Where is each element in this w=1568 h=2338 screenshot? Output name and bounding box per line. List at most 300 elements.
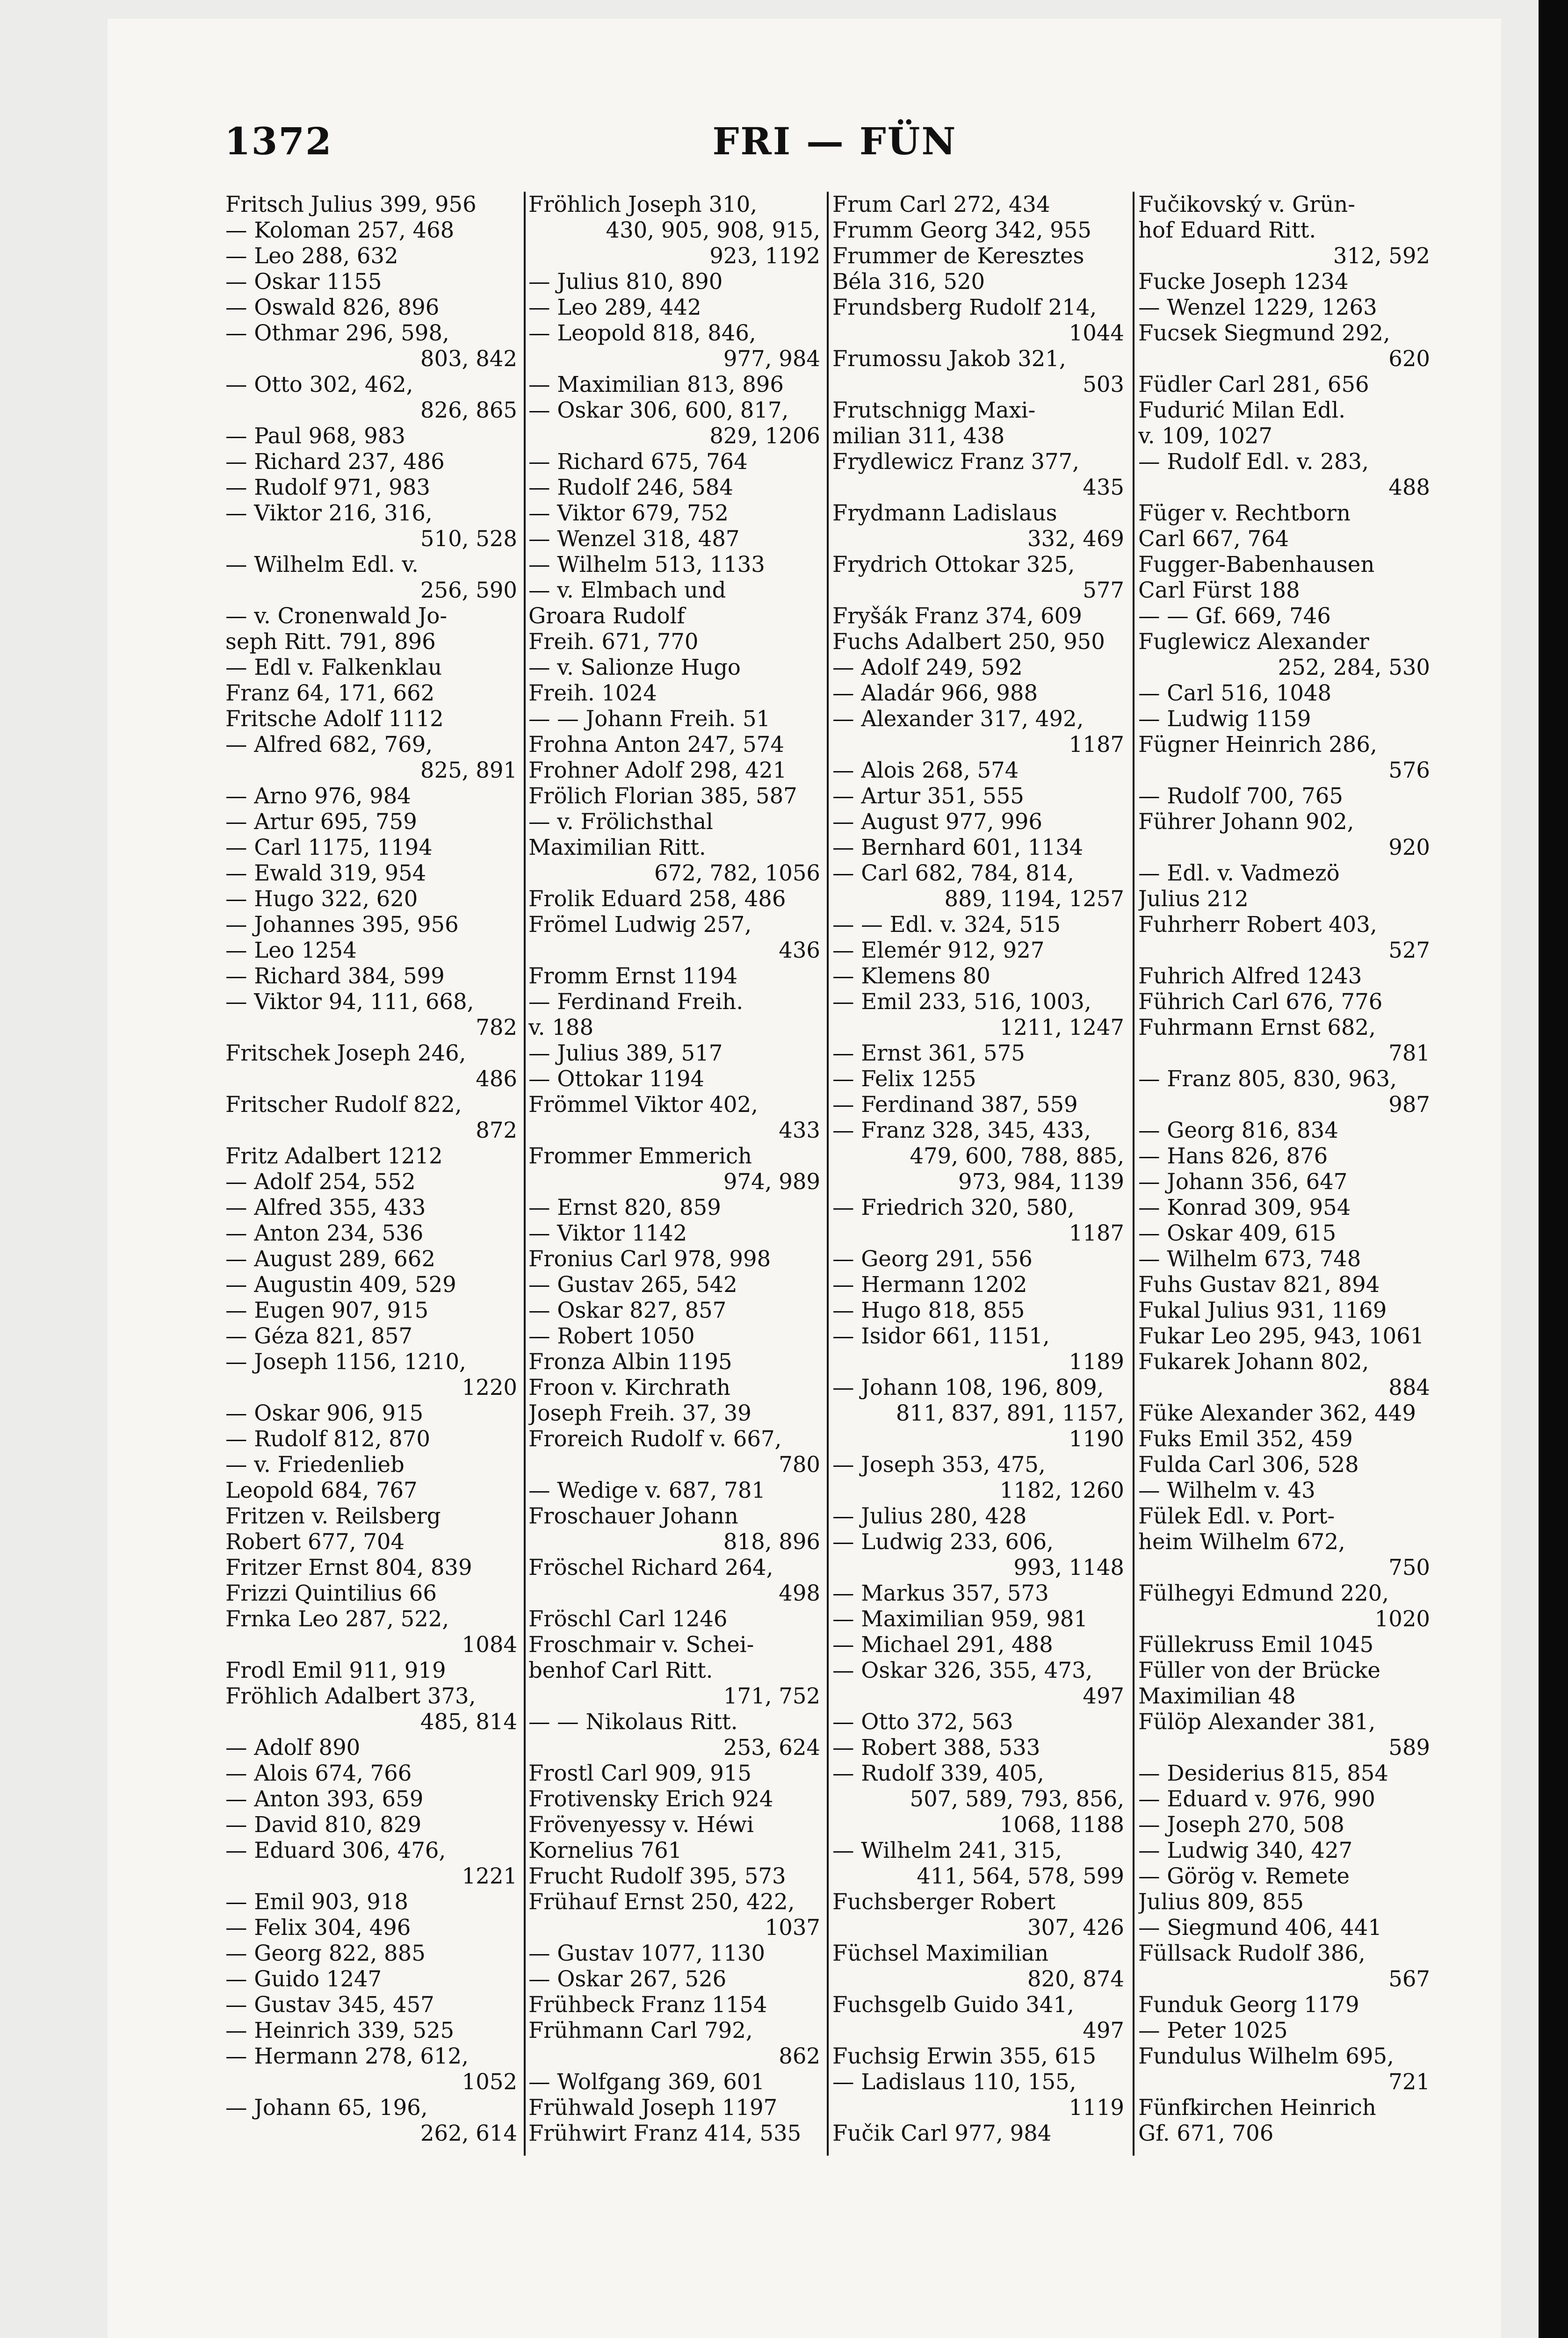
index-entry-line: — Viktor 216, 316, [225, 500, 433, 526]
column-divider [827, 192, 829, 2156]
index-entry-line: Frundsberg Rudolf 214, [832, 295, 1097, 320]
index-entry-line: — Wedige v. 687, 781 [528, 1478, 766, 1503]
index-entry-line: Fritsch Julius 399, 956 [225, 192, 477, 217]
index-entry-line: Frömel Ludwig 257, [528, 912, 752, 937]
index-entry-line: — Ferdinand Freih. [528, 989, 744, 1014]
index-entry-line: Froschmair v. Schei- [528, 1632, 754, 1657]
index-entry-line: — Joseph 1156, 1210, [225, 1349, 466, 1374]
index-entry-line: 488 [1388, 475, 1430, 500]
index-entry-line: Fryšák Franz 374, 609 [832, 603, 1082, 628]
index-entry-line: — — Johann Freih. 51 [528, 706, 771, 731]
index-entry-line: — v. Elmbach und [528, 577, 726, 603]
index-entry-line: 620 [1388, 346, 1430, 371]
index-entry-line: Füdler Carl 281, 656 [1138, 372, 1369, 397]
index-entry-line: Frölich Florian 385, 587 [528, 783, 797, 808]
index-entry-line: 721 [1388, 2069, 1430, 2094]
index-entry-line: — Gustav 1077, 1130 [528, 1941, 765, 1966]
index-entry-line: — Edl. v. Vadmezö [1138, 860, 1340, 886]
index-entry-line: — Otto 302, 462, [225, 372, 413, 397]
index-entry-line: 1211, 1247 [999, 1015, 1124, 1040]
index-entry-line: — David 810, 829 [225, 1812, 422, 1837]
index-entry-line: 818, 896 [723, 1529, 820, 1554]
index-entry-line: 825, 891 [420, 758, 517, 783]
index-entry-line: Funduk Georg 1179 [1138, 1992, 1359, 2017]
index-entry-line: Frotivensky Erich 924 [528, 1786, 773, 1811]
index-entry-line: — Wilhelm 241, 315, [832, 1838, 1062, 1863]
index-entry-line: Fritzen v. Reilsberg [225, 1503, 441, 1529]
index-entry-line: — Ladislaus 110, 155, [832, 2069, 1077, 2094]
index-entry-line: 527 [1388, 938, 1430, 963]
index-entry-line: 1084 [462, 1632, 517, 1657]
index-entry-line: Frydrich Ottokar 325, [832, 552, 1075, 577]
index-entry-line: Fröschl Carl 1246 [528, 1606, 728, 1631]
index-entry-line: Fundulus Wilhelm 695, [1138, 2043, 1394, 2069]
index-entry-line: Frühmann Carl 792, [528, 2018, 753, 2043]
index-entry-line: 987 [1388, 1092, 1430, 1117]
index-entry-line: Frummer de Keresztes [832, 243, 1084, 268]
index-entry-line: Fučik Carl 977, 984 [832, 2121, 1052, 2146]
index-entry-line: — Isidor 661, 1151, [832, 1323, 1050, 1349]
index-entry-line: — Viktor 94, 111, 668, [225, 989, 474, 1014]
column-divider [1133, 192, 1134, 2156]
index-entry-line: Frumm Georg 342, 955 [832, 217, 1091, 243]
index-entry-line: — Wilhelm v. 43 [1138, 1478, 1315, 1503]
index-entry-line: — Géza 821, 857 [225, 1323, 413, 1349]
index-entry-line: 171, 752 [723, 1683, 820, 1709]
index-entry-line: Fugger-Babenhausen [1138, 552, 1375, 577]
index-entry-line: 780 [779, 1452, 820, 1477]
index-entry-line: — Johann 356, 647 [1138, 1169, 1348, 1194]
index-entry-line: — Gustav 345, 457 [225, 1992, 434, 2017]
index-entry-line: — Alois 268, 574 [832, 758, 1019, 783]
index-entry-line: — Emil 903, 918 [225, 1889, 408, 1914]
index-entry-line: Frohner Adolf 298, 421 [528, 758, 787, 783]
index-entry-line: Frühwirt Franz 414, 535 [528, 2121, 802, 2146]
index-entry-line: — Richard 384, 599 [225, 963, 445, 989]
index-entry-line: — Oskar 409, 615 [1138, 1220, 1337, 1246]
index-entry-line: — Rudolf Edl. v. 283, [1138, 449, 1369, 474]
index-entry-line: — Julius 280, 428 [832, 1503, 1027, 1529]
index-entry-line: — Alfred 682, 769, [225, 732, 433, 757]
index-entry-line: — Konrad 309, 954 [1138, 1195, 1351, 1220]
index-entry-line: — Rudolf 339, 405, [832, 1761, 1044, 1786]
index-entry-line: Frydlewicz Franz 377, [832, 449, 1079, 474]
index-entry-line: — Ernst 820, 859 [528, 1195, 721, 1220]
index-entry-line: — Oswald 826, 896 [225, 295, 440, 320]
index-entry-line: 750 [1388, 1555, 1430, 1580]
index-entry-line: Frühwald Joseph 1197 [528, 2095, 778, 2120]
index-entry-line: Frodl Emil 911, 919 [225, 1658, 446, 1683]
index-entry-line: — v. Cronenwald Jo- [225, 603, 448, 628]
index-entry-line: 312, 592 [1333, 243, 1430, 268]
index-entry-line: — Joseph 353, 475, [832, 1452, 1046, 1477]
index-entry-line: milian 311, 438 [832, 423, 1005, 448]
index-entry-line: Freih. 1024 [528, 680, 657, 706]
index-entry-line: hof Eduard Ritt. [1138, 217, 1316, 243]
index-entry-line: — Anton 393, 659 [225, 1786, 424, 1811]
index-entry-line: 920 [1388, 835, 1430, 860]
index-entry-line: — Hugo 322, 620 [225, 886, 418, 911]
index-entry-line: 1020 [1374, 1606, 1430, 1631]
index-entry-line: Froon v. Kirchrath [528, 1375, 730, 1400]
index-entry-line: Maximilian 48 [1138, 1683, 1296, 1709]
index-entry-line: — Elemér 912, 927 [832, 938, 1045, 963]
index-entry-line: — Carl 516, 1048 [1138, 680, 1332, 706]
index-entry-line: Frövenyessy v. Héwi [528, 1812, 754, 1837]
index-entry-line: Fülöp Alexander 381, [1138, 1709, 1376, 1734]
index-entry-line: — Artur 695, 759 [225, 809, 417, 834]
index-entry-line: Fülhegyi Edmund 220, [1138, 1580, 1389, 1606]
index-entry-line: — Georg 816, 834 [1138, 1118, 1338, 1143]
index-entry-line: Führich Carl 676, 776 [1138, 989, 1383, 1014]
index-entry-line: Führer Johann 902, [1138, 809, 1354, 834]
index-entry-line: Fukar Leo 295, 943, 1061 [1138, 1323, 1424, 1349]
index-entry-line: — Oskar 906, 915 [225, 1400, 424, 1426]
index-entry-line: benhof Carl Ritt. [528, 1658, 713, 1683]
index-entry-line: Fuhs Gustav 821, 894 [1138, 1272, 1380, 1297]
index-entry-line: Fritscher Rudolf 822, [225, 1092, 462, 1117]
index-entry-line: — Ferdinand 387, 559 [832, 1092, 1078, 1117]
index-entry-line: — Oskar 326, 355, 473, [832, 1658, 1093, 1683]
index-column-1 [225, 192, 520, 2156]
index-entry-line: 923, 1192 [709, 243, 820, 268]
index-entry-line: 262, 614 [420, 2121, 517, 2146]
index-entry-line: — Anton 234, 536 [225, 1220, 424, 1246]
index-entry-line: — Carl 682, 784, 814, [832, 860, 1074, 886]
index-entry-line: 507, 589, 793, 856, [910, 1786, 1124, 1811]
index-column-3 [832, 192, 1127, 2156]
index-entry-line: 672, 782, 1056 [654, 860, 820, 886]
index-entry-line: Frömmel Viktor 402, [528, 1092, 758, 1117]
index-entry-line: — Wolfgang 369, 601 [528, 2069, 765, 2094]
index-entry-line: Füchsel Maximilian [832, 1941, 1049, 1966]
index-entry-line: — Wenzel 1229, 1263 [1138, 295, 1377, 320]
index-entry-line: 1052 [462, 2069, 517, 2094]
index-entry-line: Fuhrherr Robert 403, [1138, 912, 1377, 937]
index-entry-line: 1119 [1069, 2095, 1124, 2120]
index-entry-line: Joseph Freih. 37, 39 [528, 1400, 751, 1426]
index-entry-line: — Adolf 254, 552 [225, 1169, 416, 1194]
index-entry-line: — Oskar 1155 [225, 269, 382, 294]
index-entry-line: — Maximilian 959, 981 [832, 1606, 1088, 1631]
index-entry-line: 973, 984, 1139 [958, 1169, 1124, 1194]
index-entry-line: — Gustav 265, 542 [528, 1272, 737, 1297]
index-entry-line: — Richard 675, 764 [528, 449, 748, 474]
index-entry-line: — Desiderius 815, 854 [1138, 1761, 1388, 1786]
index-entry-line: Fuchsberger Robert [832, 1889, 1056, 1914]
index-entry-line: 307, 426 [1027, 1915, 1124, 1940]
index-entry-line: — Hans 826, 876 [1138, 1143, 1328, 1169]
index-entry-line: 486 [476, 1066, 517, 1091]
index-entry-line: 435 [1083, 475, 1124, 500]
index-entry-line: 820, 874 [1027, 1966, 1124, 1992]
index-entry-line: Fuchs Adalbert 250, 950 [832, 629, 1105, 654]
index-entry-line: — Alfred 355, 433 [225, 1195, 426, 1220]
index-entry-line: Fröschel Richard 264, [528, 1555, 773, 1580]
index-entry-line: 1221 [462, 1863, 517, 1889]
index-entry-line: — Leo 1254 [225, 938, 357, 963]
index-entry-line: Fukal Julius 931, 1169 [1138, 1298, 1387, 1323]
index-entry-line: Fröhlich Adalbert 373, [225, 1683, 476, 1709]
index-entry-line: — v. Friedenlieb [225, 1452, 405, 1477]
index-entry-line: — Alexander 317, 492, [832, 706, 1084, 731]
index-entry-line: Fuchsig Erwin 355, 615 [832, 2043, 1097, 2069]
index-entry-line: — Ludwig 233, 606, [832, 1529, 1054, 1554]
index-entry-line: — Michael 291, 488 [832, 1632, 1053, 1657]
index-entry-line: — Leopold 818, 846, [528, 320, 756, 346]
index-entry-line: Franz 64, 171, 662 [225, 680, 435, 706]
scan-edge-shadow [1539, 0, 1568, 2338]
index-entry-line: 803, 842 [420, 346, 517, 371]
index-entry-line: Gf. 671, 706 [1138, 2121, 1274, 2146]
index-column-4 [1138, 192, 1433, 2156]
index-entry-line: 1182, 1260 [999, 1478, 1124, 1503]
index-entry-line: Frizzi Quintilius 66 [225, 1580, 437, 1606]
index-entry-line: seph Ritt. 791, 896 [225, 629, 436, 654]
index-entry-line: 577 [1083, 577, 1124, 603]
index-entry-line: — Viktor 679, 752 [528, 500, 729, 526]
index-entry-line: Fröhlich Joseph 310, [528, 192, 757, 217]
index-entry-line: — Johann 65, 196, [225, 2095, 428, 2120]
index-entry-line: 498 [779, 1580, 820, 1606]
index-entry-line: 576 [1388, 758, 1430, 783]
index-entry-line: 485, 814 [420, 1709, 517, 1734]
index-entry-line: Fuhrich Alfred 1243 [1138, 963, 1362, 989]
index-entry-line: — Rudolf 812, 870 [225, 1426, 430, 1451]
index-entry-line: — Augustin 409, 529 [225, 1272, 456, 1297]
index-entry-line: — Ernst 361, 575 [832, 1040, 1025, 1066]
index-entry-line: 503 [1083, 372, 1124, 397]
index-entry-line: 252, 284, 530 [1278, 655, 1430, 680]
index-entry-line: Frutschnigg Maxi- [832, 397, 1036, 423]
index-entry-line: — Wilhelm 513, 1133 [528, 552, 765, 577]
index-entry-line: 332, 469 [1027, 526, 1124, 551]
index-entry-line: — Hermann 1202 [832, 1272, 1027, 1297]
index-entry-line: Fuks Emil 352, 459 [1138, 1426, 1353, 1451]
index-entry-line: — Peter 1025 [1138, 2018, 1288, 2043]
index-entry-line: 253, 624 [723, 1735, 820, 1760]
index-entry-line: Fülek Edl. v. Port- [1138, 1503, 1335, 1529]
index-entry-line: Fuchsgelb Guido 341, [832, 1992, 1074, 2017]
index-entry-line: — August 289, 662 [225, 1246, 435, 1271]
index-entry-line: — Georg 822, 885 [225, 1941, 426, 1966]
index-entry-line: 993, 1148 [1013, 1555, 1124, 1580]
index-entry-line: — v. Salionze Hugo [528, 655, 741, 680]
index-entry-line: 1187 [1069, 1220, 1124, 1246]
index-entry-line: v. 109, 1027 [1138, 423, 1272, 448]
index-entry-line: — Hermann 278, 612, [225, 2043, 469, 2069]
index-entry-line: — Franz 805, 830, 963, [1138, 1066, 1397, 1091]
index-entry-line: Fukarek Johann 802, [1138, 1349, 1369, 1374]
index-entry-line: — Julius 389, 517 [528, 1040, 723, 1066]
index-entry-line: Füller von der Brücke [1138, 1658, 1380, 1683]
index-entry-line: — — Nikolaus Ritt. [528, 1709, 738, 1734]
index-entry-line: Füger v. Rechtborn [1138, 500, 1351, 526]
index-entry-line: 430, 905, 908, 915, [606, 217, 820, 243]
index-entry-line: — Emil 233, 516, 1003, [832, 989, 1091, 1014]
index-entry-line: 781 [1388, 1040, 1430, 1066]
index-entry-line: — — Gf. 669, 746 [1138, 603, 1331, 628]
index-entry-line: Froreich Rudolf v. 667, [528, 1426, 782, 1451]
index-entry-line: — Rudolf 971, 983 [225, 475, 430, 500]
index-entry-line: — Wenzel 318, 487 [528, 526, 740, 551]
index-entry-line: 589 [1388, 1735, 1430, 1760]
index-entry-line: Frommer Emmerich [528, 1143, 752, 1169]
index-entry-line: — Richard 237, 486 [225, 449, 445, 474]
index-entry-line: 811, 837, 891, 1157, [896, 1400, 1124, 1426]
index-entry-line: — Otto 372, 563 [832, 1709, 1013, 1734]
index-entry-line: — Wilhelm Edl. v. [225, 552, 419, 577]
index-entry-line: — Guido 1247 [225, 1966, 382, 1992]
index-entry-line: — Wilhelm 673, 748 [1138, 1246, 1361, 1271]
index-entry-line: Fudurić Milan Edl. [1138, 397, 1346, 423]
index-entry-line: — Adolf 249, 592 [832, 655, 1023, 680]
index-entry-line: Froschauer Johann [528, 1503, 738, 1529]
index-entry-line: Freih. 671, 770 [528, 629, 699, 654]
index-entry-line: — Friedrich 320, 580, [832, 1195, 1075, 1220]
index-entry-line: Fucsek Siegmund 292, [1138, 320, 1390, 346]
index-entry-line: Fünfkirchen Heinrich [1138, 2095, 1376, 2120]
index-entry-line: Füke Alexander 362, 449 [1138, 1400, 1416, 1426]
column-divider [524, 192, 526, 2156]
index-entry-line: — Georg 291, 556 [832, 1246, 1033, 1271]
index-entry-line: — Johann 108, 196, 809, [832, 1375, 1104, 1400]
index-entry-line: Julius 212 [1138, 886, 1249, 911]
index-entry-line: 411, 564, 578, 599 [917, 1863, 1124, 1889]
index-entry-line: Fritschek Joseph 246, [225, 1040, 466, 1066]
index-entry-line: — Robert 1050 [528, 1323, 695, 1349]
index-entry-line: — Eugen 907, 915 [225, 1298, 429, 1323]
index-entry-line: — Bernhard 601, 1134 [832, 835, 1084, 860]
index-entry-line: Füllsack Rudolf 386, [1138, 1941, 1366, 1966]
index-entry-line: — Eduard v. 976, 990 [1138, 1786, 1375, 1811]
index-entry-line: — Carl 1175, 1194 [225, 835, 433, 860]
index-entry-line: — Maximilian 813, 896 [528, 372, 784, 397]
index-entry-line: Frumossu Jakob 321, [832, 346, 1066, 371]
index-entry-line: Fronza Albin 1195 [528, 1349, 732, 1374]
index-entry-line: 872 [476, 1118, 517, 1143]
index-entry-line: 433 [779, 1118, 820, 1143]
index-entry-line: Carl 667, 764 [1138, 526, 1289, 551]
index-entry-line: 1187 [1069, 732, 1124, 757]
index-entry-line: — Joseph 270, 508 [1138, 1812, 1344, 1837]
index-entry-line: — Adolf 890 [225, 1735, 361, 1760]
index-entry-line: 436 [779, 938, 820, 963]
index-entry-line: Carl Fürst 188 [1138, 577, 1300, 603]
index-entry-line: — Julius 810, 890 [528, 269, 723, 294]
index-entry-line: 1044 [1069, 320, 1124, 346]
index-entry-line: — Johannes 395, 956 [225, 912, 459, 937]
index-entry-line: Fritsche Adolf 1112 [225, 706, 444, 731]
index-entry-line: — v. Frölichsthal [528, 809, 713, 834]
index-entry-line: 1190 [1069, 1426, 1124, 1451]
index-entry-line: v. 188 [528, 1015, 594, 1040]
index-entry-line: — Siegmund 406, 441 [1138, 1915, 1382, 1940]
index-entry-line: — Felix 304, 496 [225, 1915, 411, 1940]
index-entry-line: Füllekruss Emil 1045 [1138, 1632, 1374, 1657]
index-entry-line: — Oskar 267, 526 [528, 1966, 727, 1992]
index-entry-line: heim Wilhelm 672, [1138, 1529, 1345, 1554]
index-entry-line: — Alois 674, 766 [225, 1761, 412, 1786]
index-entry-line: Fučikovský v. Grün- [1138, 192, 1355, 217]
index-entry-line: Frohna Anton 247, 574 [528, 732, 784, 757]
index-entry-line: — Koloman 257, 468 [225, 217, 455, 243]
index-entry-line: 829, 1206 [709, 423, 820, 448]
index-entry-line: 497 [1083, 2018, 1124, 2043]
index-entry-line: 889, 1194, 1257 [944, 886, 1124, 911]
index-entry-line: 1189 [1069, 1349, 1124, 1374]
index-entry-line: — Oskar 306, 600, 817, [528, 397, 789, 423]
index-entry-line: Fritzer Ernst 804, 839 [225, 1555, 472, 1580]
index-entry-line: — Felix 1255 [832, 1066, 976, 1091]
index-entry-line: — Aladár 966, 988 [832, 680, 1038, 706]
index-entry-line: — Othmar 296, 598, [225, 320, 449, 346]
index-entry-line: — Ewald 319, 954 [225, 860, 426, 886]
index-entry-line: Fronius Carl 978, 998 [528, 1246, 771, 1271]
index-entry-line: 1037 [765, 1915, 820, 1940]
index-entry-line: — Paul 968, 983 [225, 423, 405, 448]
index-entry-line: Béla 316, 520 [832, 269, 985, 294]
index-entry-line: 974, 989 [723, 1169, 820, 1194]
index-entry-line: 510, 528 [420, 526, 517, 551]
index-entry-line: Maximilian Ritt. [528, 835, 706, 860]
index-entry-line: Fuhrmann Ernst 682, [1138, 1015, 1376, 1040]
index-entry-line: Fromm Ernst 1194 [528, 963, 738, 989]
index-entry-line: — Arno 976, 984 [225, 783, 411, 808]
index-entry-line: — Ludwig 1159 [1138, 706, 1311, 731]
index-entry-line: Fritz Adalbert 1212 [225, 1143, 443, 1169]
index-entry-line: 862 [779, 2043, 820, 2069]
index-entry-line: Frühauf Ernst 250, 422, [528, 1889, 795, 1914]
index-entry-line: — Rudolf 700, 765 [1138, 783, 1343, 808]
index-entry-line: Frostl Carl 909, 915 [528, 1761, 751, 1786]
index-entry-line: Leopold 684, 767 [225, 1478, 418, 1503]
index-entry-line: — Hugo 818, 855 [832, 1298, 1025, 1323]
index-entry-line: 567 [1388, 1966, 1430, 1992]
index-entry-line: — Viktor 1142 [528, 1220, 687, 1246]
index-column-2 [528, 192, 823, 2156]
index-entry-line: — Heinrich 339, 525 [225, 2018, 455, 2043]
index-entry-line: Fuglewicz Alexander [1138, 629, 1369, 654]
index-entry-line: — Leo 289, 442 [528, 295, 701, 320]
index-entry-line: Frydmann Ladislaus [832, 500, 1057, 526]
index-entry-line: — Oskar 827, 857 [528, 1298, 727, 1323]
index-entry-line: — Klemens 80 [832, 963, 990, 989]
page-number: 1372 [224, 119, 332, 163]
index-entry-line: — Robert 388, 533 [832, 1735, 1041, 1760]
index-entry-line: Frolik Eduard 258, 486 [528, 886, 786, 911]
index-entry-line: — Ludwig 340, 427 [1138, 1838, 1353, 1863]
running-head: FRI — FÜN [712, 119, 957, 163]
index-entry-line: — Franz 328, 345, 433, [832, 1118, 1091, 1143]
index-entry-line: 782 [476, 1015, 517, 1040]
index-entry-line: — Leo 288, 632 [225, 243, 398, 268]
index-entry-line: Kornelius 761 [528, 1838, 682, 1863]
index-entry-line: — Markus 357, 573 [832, 1580, 1049, 1606]
index-entry-line: 977, 984 [723, 346, 820, 371]
index-entry-line: 256, 590 [420, 577, 517, 603]
index-entry-line: Fucke Joseph 1234 [1138, 269, 1349, 294]
index-entry-line: Groara Rudolf [528, 603, 685, 628]
index-entry-line: 1068, 1188 [999, 1812, 1124, 1837]
index-entry-line: Frnka Leo 287, 522, [225, 1606, 449, 1631]
page-header [224, 119, 1445, 175]
index-entry-line: 884 [1388, 1375, 1430, 1400]
index-entry-line: Julius 809, 855 [1138, 1889, 1304, 1914]
index-entry-line: Robert 677, 704 [225, 1529, 405, 1554]
index-entry-line: — Görög v. Remete [1138, 1863, 1350, 1889]
index-entry-line: Frühbeck Franz 1154 [528, 1992, 767, 2017]
